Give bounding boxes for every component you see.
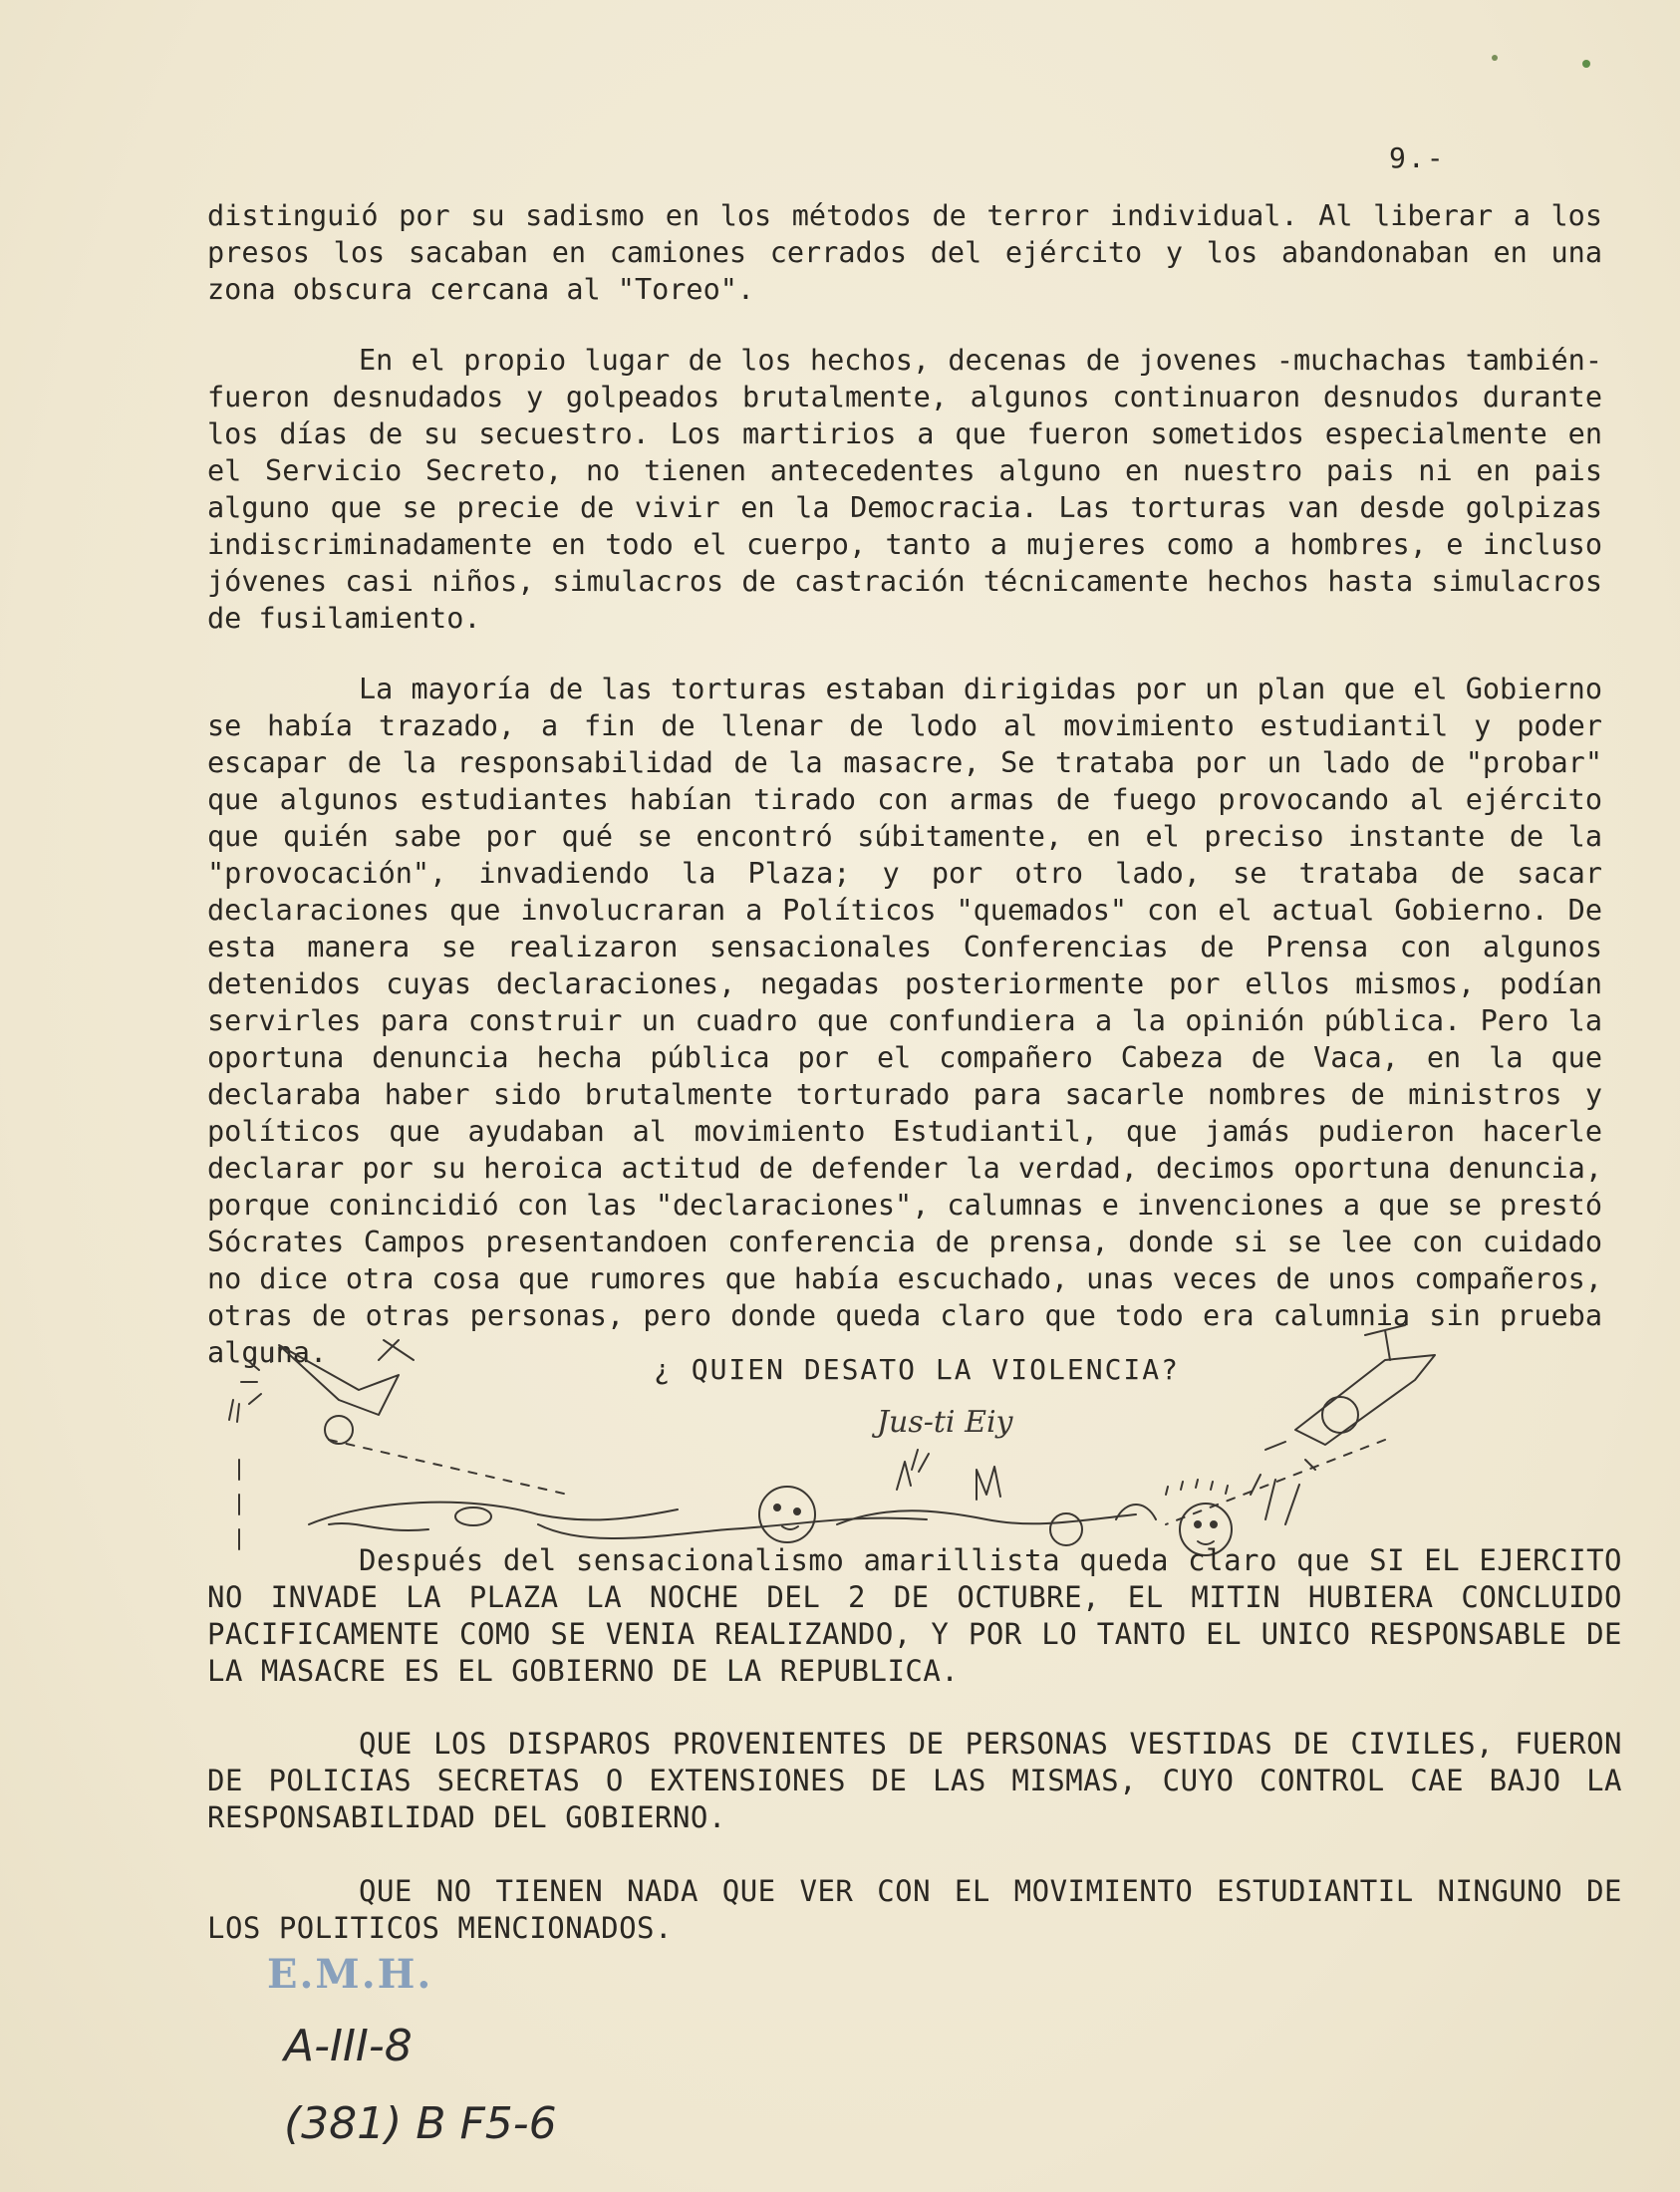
page-number: 9.- [1389,141,1446,174]
conclusion-1-text: Después del sensacionalismo amarillista queda claro que SI EL EJERCITO NO INVADE LA PLAZA LA NOCHE DEL 2 DE OCTUBRE, EL MITIN HUBIERA CONCLUIDO PACIFICAMENTE COMO SE VENIA REALIZANDO, Y POR LO TANTO EL UNICO RESPONSABLE DE LA MASACRE ES EL GOBIERNO DE LA REPUBLICA. [207,1543,1622,1688]
paper-specks [1475,40,1614,80]
gunfire-line-left [329,1440,568,1495]
body-text [207,197,1602,1405]
handwritten-code-1: A-III-8 [284,2021,413,2071]
conclusion-2 [207,1726,1622,1836]
paragraph-2: En el propio lugar de los hechos, decenas de jovenes -muchachas también- fueron desnudados y golpeados brutalmente, algunos continuaron desnudos durante los días de su secuestro. Los martirios a que fueron sometidos especialmente en el Servicio Secreto, no tienen antecedentes alguno en nuestro pais ni en pais alguno que se precie de vivir en la Democracia. Las torturas van desde golpizas indiscriminadamente en todo el cuerpo, tanto a mujeres como a hombres, e incluso jóvenes casi niños, simulacros de castración técnicamente hechos hasta simulacros de fusilamiento. [207,344,1602,635]
archive-stamp: E.M.H. [267,1951,433,1998]
drawing-caption: Jus-ti Eiy [877,1405,1013,1440]
left-helicopter-drawing [229,1340,414,1444]
handwritten-code-2: (381) B F5-6 [284,2098,557,2149]
fallen-figures-drawing [309,1450,1299,1555]
conclusion-1 [207,1542,1622,1690]
paragraph-3: La mayoría de las torturas estaban dirigidas por un plan que el Gobierno se había trazado, a fin de llenar de lodo al movimiento estudiantil y poder escapar de la responsabilidad de la masacre, Se trataba por un lado de "probar" que algunos estudiantes habían tirado con armas de fuego provocando al ejército que quién sabe por qué se encontró súbitamente, en el preciso instante de la "provocación", invadiendo la Plaza; y por otro lado, se trataba de sacar declaraciones que involucraran a Políticos "quemados" con el actual Gobierno. De esta manera se realizaron sensacionales Conferencias de Prensa con algunos detenidos cuyas declaraciones, negadas posteriormente por ellos mismos, podían servirles para construir un cuadro que confundiera a la opinión pública. Pero la oportuna denuncia hecha pública por el compañero Cabeza de Vaca, en la que declaraba haber sido brutalmente torturado para sacarle nombres de ministros y políticos que ayudaban al movimiento Estudiantil, que jamás pudieron hacerle declarar por su heroica actitud de defender la verdad, decimos oportuna denuncia, porque conincidió con las "declaraciones", calumnas e invenciones a que se prestó Sócrates Campos presentandoen conferencia de prensa, donde si se lee con cuidado no dice otra cosa que rumores que había escuchado, unas veces de unos compañeros, otras de otras personas, pero donde queda claro que todo era calumnia sin prueba alguna. [207,673,1602,1369]
section-heading: ¿ QUIEN DESATO LA VIOLENCIA? [654,1353,1181,1386]
conclusion-2-text: QUE LOS DISPAROS PROVENIENTES DE PERSONAS VESTIDAS DE CIVILES, FUERON DE POLICIAS SECRETAS O EXTENSIONES DE LAS MISMAS, CUYO CONTROL CAE BAJO LA RESPONSABILIDAD DEL GOBIERNO. [207,1727,1622,1834]
protest-drawing [209,1320,1535,1569]
right-helicopter-drawing [1265,1325,1435,1470]
conclusion-3 [207,1873,1622,1947]
conclusion-3-text: QUE NO TIENEN NADA QUE VER CON EL MOVIMIENTO ESTUDIANTIL NINGUNO DE LOS POLITICOS MENCIONADOS. [207,1874,1622,1945]
paragraph-1: distinguió por su sadismo en los métodos de terror individual. Al liberar a los presos los sacaban en camiones cerrados del ejército y los abandonaban en una zona obscura cercana al "Toreo". [207,199,1602,306]
